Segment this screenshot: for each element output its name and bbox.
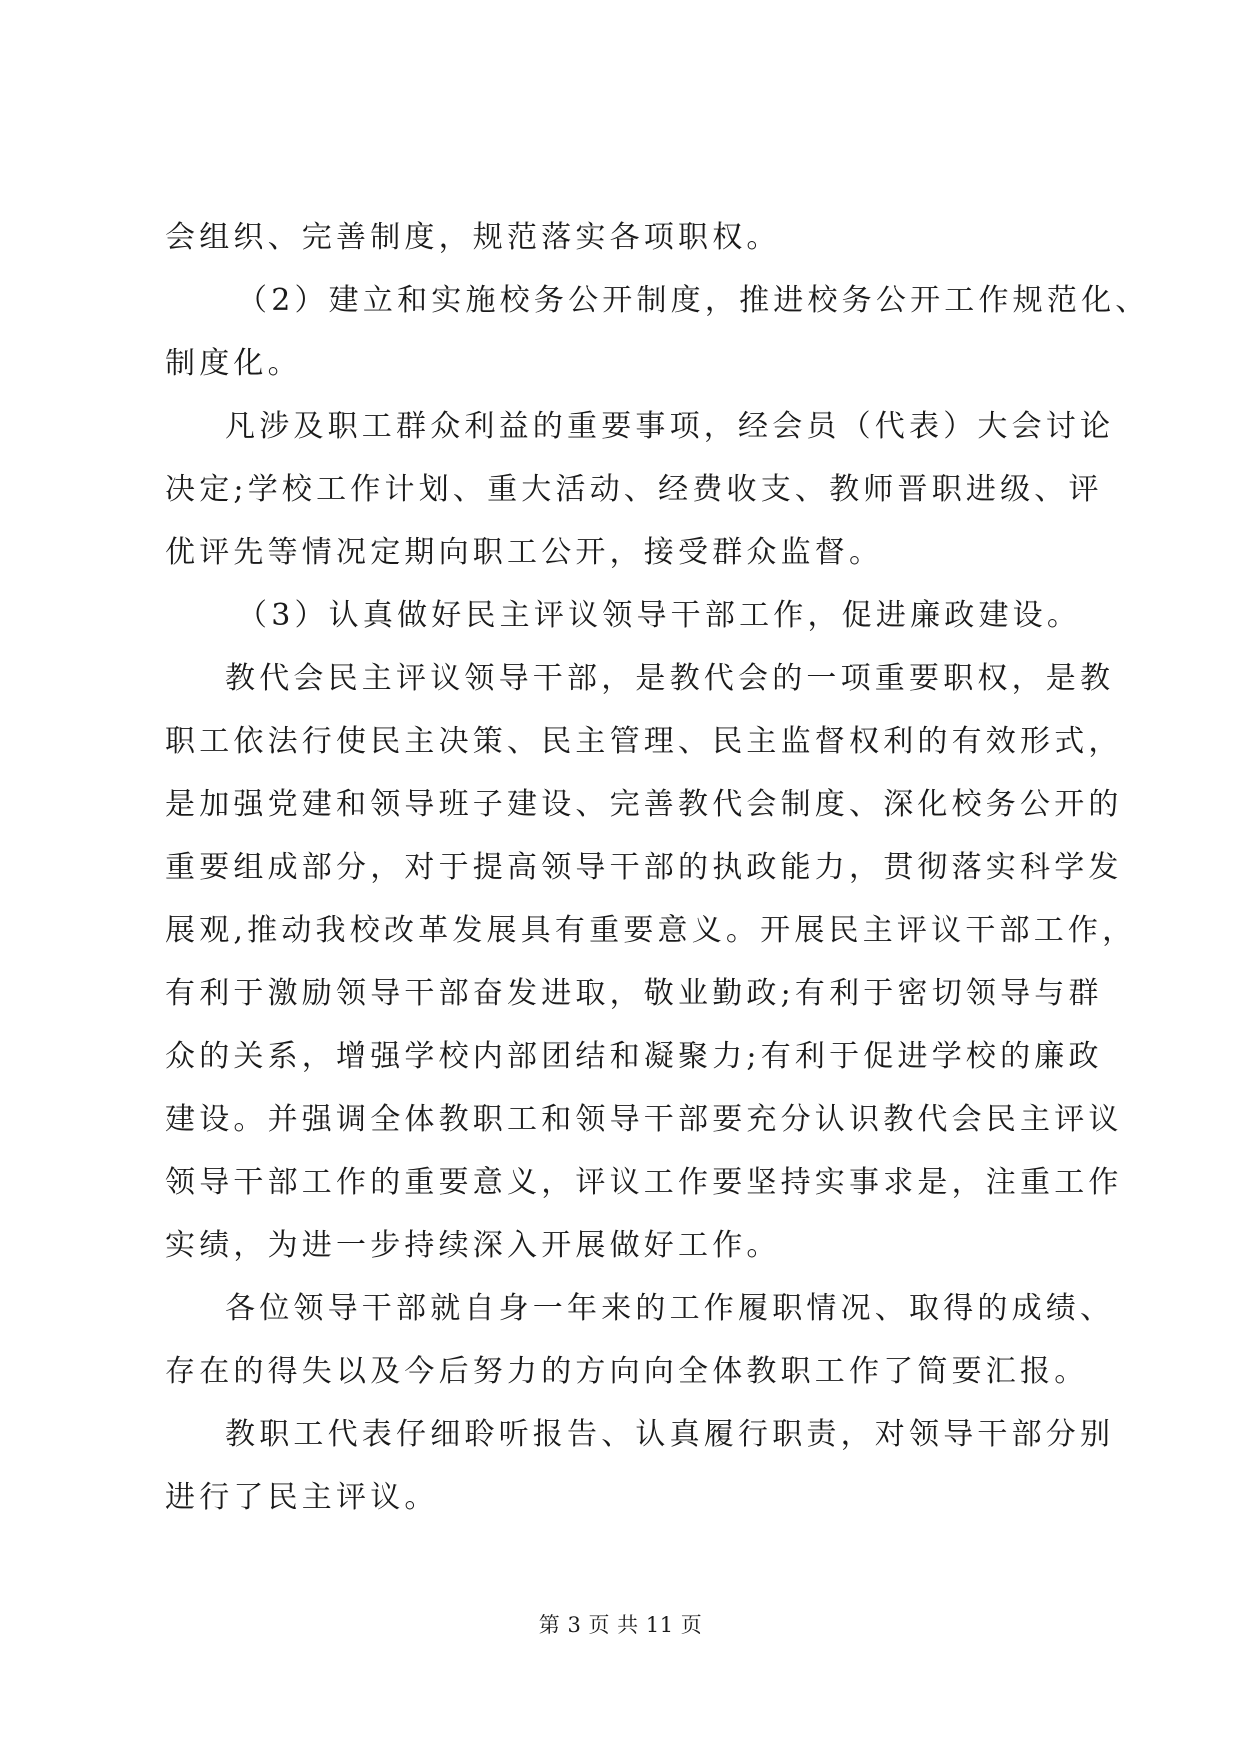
section-heading-3: （3）认真做好民主评议领导干部工作，促进廉政建设。 xyxy=(237,598,1082,633)
paragraph-line: 领导干部工作的重要意义，评议工作要坚持实事求是，注重工作 xyxy=(165,1165,1123,1200)
paragraph-line: 职工依法行使民主决策、民主管理、民主监督权利的有效形式， xyxy=(165,724,1123,759)
paragraph-line: 教职工代表仔细聆听报告、认真履行职责，对领导干部分别 xyxy=(225,1417,1115,1452)
paragraph-line: 有利于激励领导干部奋发进取，敬业勤政;有利于密切领导与群 xyxy=(165,976,1103,1011)
paragraph-line: 凡涉及职工群众利益的重要事项，经会员（代表）大会讨论 xyxy=(225,409,1115,444)
section-heading-2: （2）建立和实施校务公开制度，推进校务公开工作规范化、 xyxy=(237,283,1150,318)
paragraph-line: 是加强党建和领导班子建设、完善教代会制度、深化校务公开的 xyxy=(165,787,1123,822)
paragraph-line: 优评先等情况定期向职工公开，接受群众监督。 xyxy=(165,535,884,570)
paragraph-line: 展观,推动我校改革发展具有重要意义。开展民主评议干部工作， xyxy=(165,913,1137,948)
paragraph-line: 建设。并强调全体教职工和领导干部要充分认识教代会民主评议 xyxy=(165,1102,1123,1137)
section-heading-2-continuation: 制度化。 xyxy=(165,346,302,381)
paragraph-line: 重要组成部分，对于提高领导干部的执政能力，贯彻落实科学发 xyxy=(165,850,1123,885)
document-body xyxy=(165,206,1150,1529)
paragraph-line: 存在的得失以及今后努力的方向向全体教职工作了简要汇报。 xyxy=(165,1354,1089,1389)
paragraph-line: 教代会民主评议领导干部，是教代会的一项重要职权，是教 xyxy=(225,661,1115,696)
paragraph-line: 决定;学校工作计划、重大活动、经费收支、教师晋职进级、评 xyxy=(165,472,1103,507)
page-number-footer: 第 3 页 共 11 页 xyxy=(538,1613,703,1637)
paragraph-line: 实绩，为进一步持续深入开展做好工作。 xyxy=(165,1228,781,1263)
paragraph-line: 各位领导干部就自身一年来的工作履职情况、取得的成绩、 xyxy=(225,1291,1115,1326)
paragraph-line: 众的关系，增强学校内部团结和凝聚力;有利于促进学校的廉政 xyxy=(165,1039,1103,1074)
paragraph-line: 进行了民主评议。 xyxy=(165,1480,439,1515)
paragraph-line-1-continuation: 会组织、完善制度，规范落实各项职权。 xyxy=(165,220,781,255)
